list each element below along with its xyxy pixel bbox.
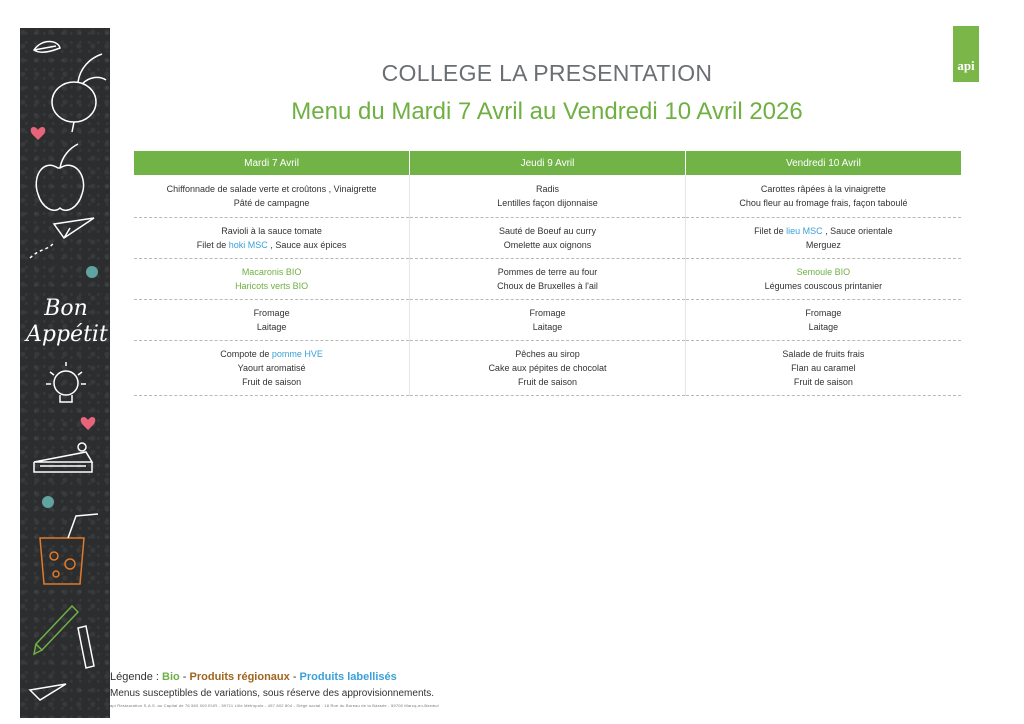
menu-title: Menu du Mardi 7 Avril au Vendredi 10 Avril 2026 xyxy=(291,98,803,125)
legend-bio: Bio xyxy=(162,671,180,683)
dish-text: Laitage xyxy=(256,322,287,332)
dish-text: Cake aux pépites de chocolat xyxy=(488,363,607,373)
dish-text: Sauté de Boeuf au curry xyxy=(498,226,597,236)
dish-text: Pêches au sirop xyxy=(515,349,580,359)
apple-icon xyxy=(36,144,83,210)
dish-line xyxy=(414,347,681,361)
dish-text: Pommes de terre au four xyxy=(497,267,598,277)
company-fineprint: api Restauration S.A.S. au Capital de 76 560 000 EUR - 59711 Lille Métropole - 457 802 804 - Siège social : 18 Rue du Bureau de la Bassée - 59700 Marcq-en-Barœul xyxy=(110,703,439,708)
chalk-text-bon: Bon xyxy=(44,296,88,321)
dish-line xyxy=(414,238,681,252)
paper-plane-icon xyxy=(30,218,94,258)
dish-line xyxy=(414,320,681,334)
legend-label: Légende : xyxy=(110,671,162,683)
dish-line xyxy=(138,265,405,279)
dish-line xyxy=(690,347,957,361)
dish-text: , Sauce aux épices xyxy=(267,240,347,250)
dish-label-highlight: lieu MSC xyxy=(786,226,823,236)
menu-cell xyxy=(685,341,961,396)
menu-row xyxy=(134,218,961,259)
menu-cell xyxy=(134,175,410,218)
dish-line xyxy=(414,361,681,375)
menu-row xyxy=(134,259,961,300)
dish-line xyxy=(690,306,957,320)
menu-row xyxy=(134,341,961,396)
dish-line xyxy=(414,265,681,279)
dish-line xyxy=(690,196,957,210)
dish-text: Salade de fruits frais xyxy=(782,349,865,359)
dish-text: Pâté de campagne xyxy=(233,198,310,208)
dish-text: Compote de xyxy=(220,349,272,359)
dish-line xyxy=(138,238,405,252)
dish-text: Légumes couscous printanier xyxy=(764,281,883,291)
dish-text: Chou fleur au fromage frais, façon taboulé xyxy=(739,198,908,208)
dish-line xyxy=(414,224,681,238)
heart-icon xyxy=(31,127,46,140)
dish-text: Fromage xyxy=(529,308,566,318)
menu-cell xyxy=(685,218,961,259)
dish-line xyxy=(138,361,405,375)
menu-cell xyxy=(134,300,410,341)
dish-text: Carottes râpées à la vinaigrette xyxy=(760,184,886,194)
dish-line xyxy=(138,182,405,196)
chalk-text-appetit: Appétit xyxy=(26,322,108,347)
dish-line xyxy=(138,306,405,320)
menu-cell xyxy=(410,300,686,341)
dish-line xyxy=(690,182,957,196)
chalk-drawings xyxy=(20,28,110,718)
dish-label-highlight: Semoule BIO xyxy=(796,267,851,277)
lightbulb-icon xyxy=(46,362,86,402)
dish-line xyxy=(138,224,405,238)
dish-text: Chiffonnade de salade verte et croûtons , Vinaigrette xyxy=(166,184,377,194)
column-header-jeudi: Jeudi 9 Avril xyxy=(410,151,686,175)
dish-line xyxy=(414,306,681,320)
dish-text: Yaourt aromatisé xyxy=(237,363,306,373)
dish-label-highlight: Haricots verts BIO xyxy=(235,281,309,291)
menu-cell xyxy=(134,259,410,300)
menu-cell xyxy=(134,218,410,259)
dish-text: Filet de xyxy=(196,240,229,250)
menu-row xyxy=(134,300,961,341)
dish-text: Lentilles façon dijonnaise xyxy=(497,198,598,208)
dish-text: Laitage xyxy=(532,322,563,332)
dish-line xyxy=(690,224,957,238)
dish-text: Fromage xyxy=(805,308,842,318)
school-title: COLLEGE LA PRESENTATION xyxy=(381,60,713,86)
menu-cell xyxy=(685,300,961,341)
logo-text: api xyxy=(957,58,975,73)
dish-line xyxy=(690,375,957,389)
pencil-icon xyxy=(34,606,78,654)
dish-text: Fruit de saison xyxy=(517,377,577,387)
chalkboard-strip xyxy=(20,28,110,718)
paper-plane-icon xyxy=(30,684,66,700)
dish-line xyxy=(138,375,405,389)
menu-cell xyxy=(410,175,686,218)
gear-icon xyxy=(42,496,54,508)
menu-body xyxy=(134,175,961,396)
dish-text: Omelette aux oignons xyxy=(503,240,592,250)
dish-text: , Sauce orientale xyxy=(822,226,893,236)
dish-text: Laitage xyxy=(808,322,839,332)
dish-line xyxy=(138,279,405,293)
dish-line xyxy=(414,182,681,196)
dish-text: Radis xyxy=(535,184,559,194)
dish-text: Fromage xyxy=(253,308,290,318)
menu-cell xyxy=(410,218,686,259)
dish-text: Fruit de saison xyxy=(793,377,853,387)
menu-cell xyxy=(685,175,961,218)
dish-line xyxy=(414,196,681,210)
dish-text: Ravioli à la sauce tomate xyxy=(221,226,322,236)
dish-line xyxy=(138,347,405,361)
legend-separator: - xyxy=(289,671,300,683)
dish-label-highlight: pomme HVE xyxy=(271,349,323,359)
menu-header-row xyxy=(134,151,961,175)
dish-text: Choux de Bruxelles à l'ail xyxy=(497,281,598,291)
dish-line xyxy=(414,279,681,293)
heart-icon xyxy=(81,417,96,430)
dish-line xyxy=(138,320,405,334)
drink-icon xyxy=(40,514,98,584)
menu-cell xyxy=(685,259,961,300)
bon-appetit-text xyxy=(26,296,106,348)
gear-icon xyxy=(86,266,98,278)
menu-cell xyxy=(410,341,686,396)
column-header-mardi: Mardi 7 Avril xyxy=(134,151,410,175)
menu-cell xyxy=(134,341,410,396)
menu-table xyxy=(134,151,961,396)
menu-row xyxy=(134,175,961,218)
legend-regional: Produits régionaux xyxy=(189,671,290,683)
dish-line xyxy=(690,238,957,252)
dish-line xyxy=(690,320,957,334)
pencil-icon xyxy=(78,626,94,668)
dish-text: Filet de xyxy=(754,226,787,236)
legend-separator: - xyxy=(179,671,190,683)
legend xyxy=(110,671,397,683)
column-header-vendredi: Vendredi 10 Avril xyxy=(685,151,961,175)
dish-line xyxy=(414,375,681,389)
supply-note: Menus susceptibles de variations, sous réserve des approvisionnements. xyxy=(110,688,435,699)
dish-line xyxy=(690,265,957,279)
menu-cell xyxy=(410,259,686,300)
dish-text: Fruit de saison xyxy=(242,377,302,387)
dish-label-highlight: Macaronis BIO xyxy=(241,267,302,277)
cake-icon xyxy=(34,443,92,472)
dish-label-highlight: hoki MSC xyxy=(228,240,268,250)
dish-line xyxy=(690,361,957,375)
dish-text: Flan au caramel xyxy=(791,363,856,373)
dish-line xyxy=(690,279,957,293)
legend-labelled: Produits labellisés xyxy=(299,671,397,683)
leaf-icon xyxy=(34,42,60,53)
dish-line xyxy=(138,196,405,210)
dish-text: Merguez xyxy=(805,240,841,250)
